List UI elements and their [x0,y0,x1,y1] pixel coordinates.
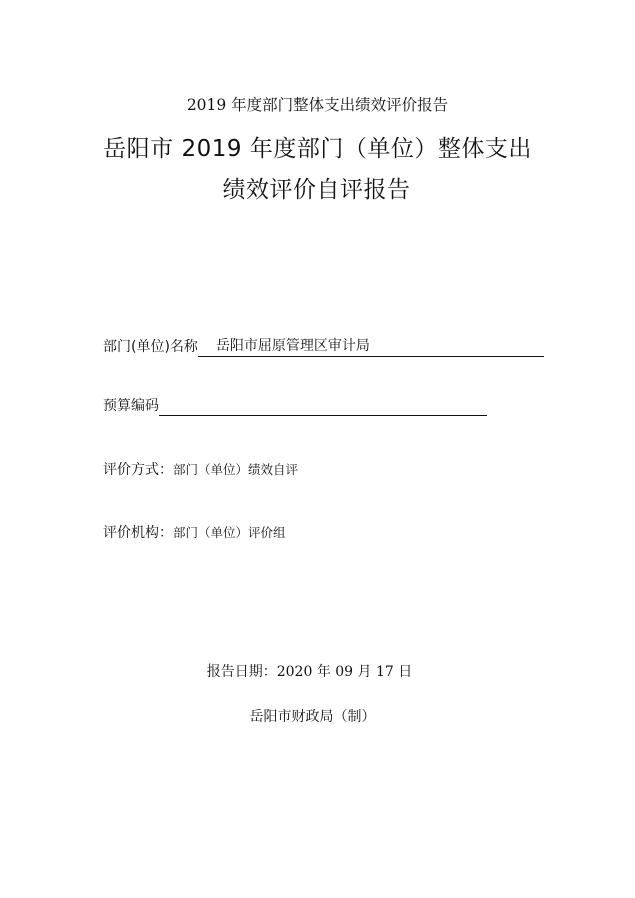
evaluation-method-label: 评价方式： [103,462,173,478]
report-date: 报告日期：2020 年 09 月 17 日 [206,664,413,680]
evaluation-organization-value: 部门（单位）评价组 [173,525,286,540]
department-name-row [103,337,544,357]
budget-code-value [159,396,487,416]
evaluation-method-row [103,460,298,480]
main-title-line-2: 绩效评价自评报告 [222,177,411,203]
evaluation-method-value: 部门（单位）绩效自评 [173,462,299,477]
evaluation-organization-row [103,523,286,543]
department-name-label: 部门(单位)名称 [103,339,198,355]
budget-code-label: 预算编码 [103,398,159,414]
header-title: 2019 年度部门整体支出绩效评价报告 [186,96,449,114]
budget-code-row [103,396,487,416]
evaluation-organization-label: 评价机构： [103,525,173,541]
main-title-line-1: 岳阳市 2019 年度部门（单位）整体支出 [103,136,532,162]
department-name-value: 岳阳市屈原管理区审计局 [198,337,544,357]
issuer: 岳阳市财政局（制） [249,709,376,725]
